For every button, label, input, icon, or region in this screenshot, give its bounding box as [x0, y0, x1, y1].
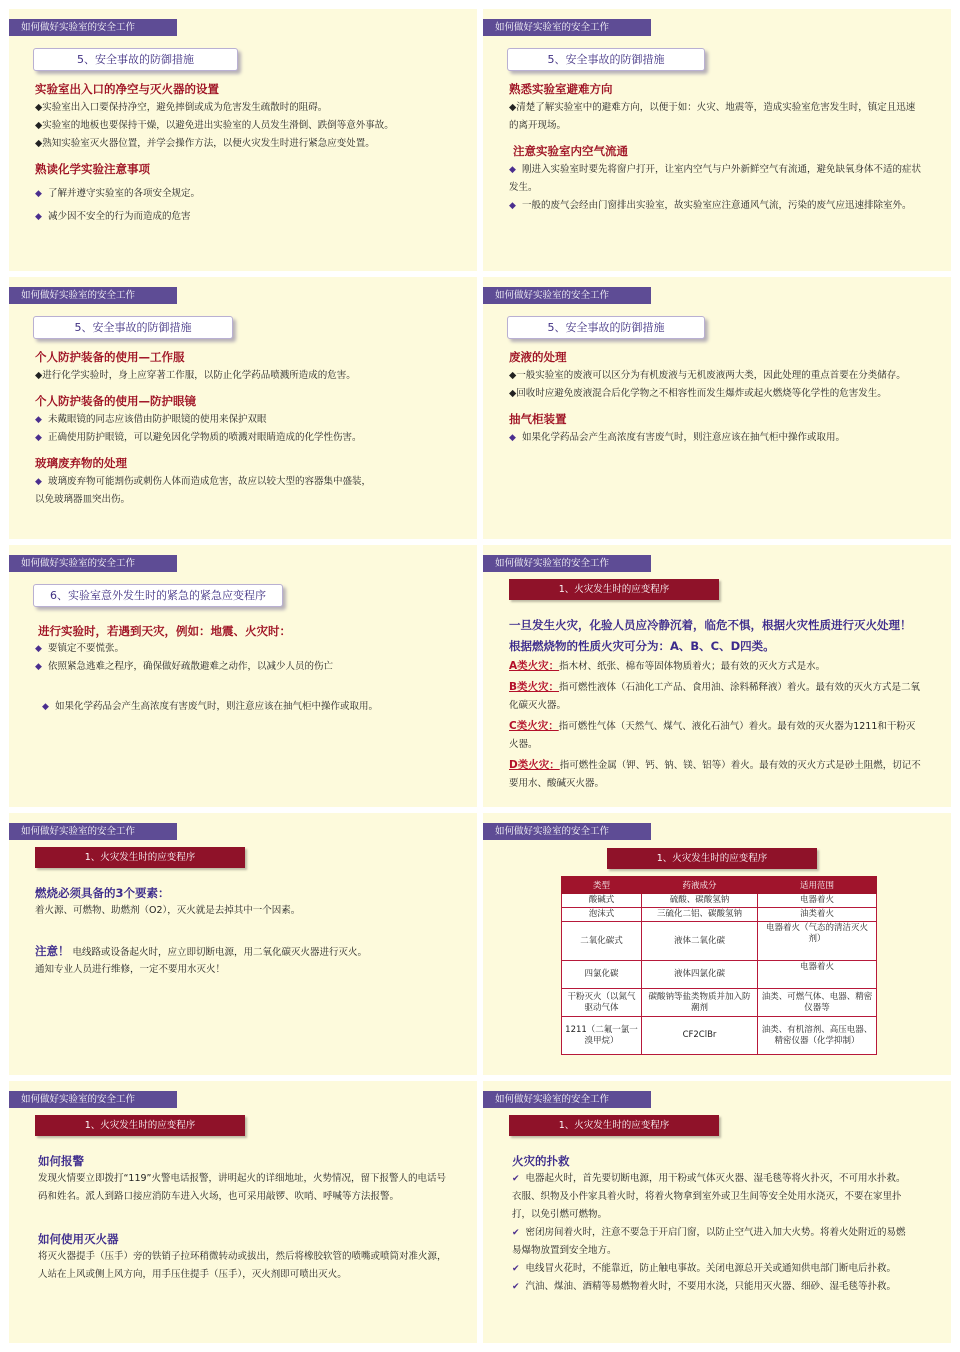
heading: 抽气柜装置: [509, 412, 567, 426]
slide-2: [483, 9, 951, 271]
bullet: ◆ 如果化学药品会产生高浓度有害废气时，则注意应该在抽气柜中操作或取用。: [42, 701, 378, 712]
slide-4: [483, 277, 951, 539]
check-icon: ✔: [512, 1174, 520, 1184]
section-title: 5、安全事故的防御措施: [33, 316, 233, 339]
heading: 注意实验室内空气流通: [513, 144, 628, 158]
section-bar: 1、火灾发生时的应变程序: [35, 1115, 245, 1136]
bullet: ◆熟知实验室灭火器位置，并学会操作方法，以便火灾发生时进行紧急应变处置。: [35, 138, 375, 149]
slide-header: 如何做好实验室的安全工作: [483, 823, 651, 840]
diamond-bullet-icon: ◆: [35, 477, 42, 487]
heading: 如何报警: [38, 1154, 84, 1168]
table-cell: 酸碱式: [562, 894, 642, 908]
slide-header: 如何做好实验室的安全工作: [483, 19, 651, 36]
bullet: ◆一般实验室的废液可以区分为有机废液与无机废液两大类，因此处理的重点首要在分类储存。: [509, 370, 906, 381]
table-cell: 1211（二氟一氯一溴甲烷）: [562, 1017, 642, 1055]
section-bar: 1、火灾发生时的应变程序: [509, 1115, 719, 1136]
table-cell: 油类着火: [758, 908, 877, 922]
diamond-bullet-icon: ◆: [35, 644, 42, 654]
slide-9: [9, 1081, 477, 1343]
table-cell: 四氯化碳: [562, 961, 642, 989]
table-cell: CF2ClBr: [642, 1017, 758, 1055]
fire-class-a: A类火灾：指木材、纸张、棉布等固体物质着火；最有效的灭火方式是水。: [509, 660, 826, 672]
table-cell: 油类、可燃气体、电器、精密仪器等: [758, 989, 877, 1017]
extinguisher-table: [561, 876, 877, 1055]
table-cell: 油类、有机溶剂、高压电器、精密仪器（化学抑制）: [758, 1017, 877, 1055]
table-cell: 泡沫式: [562, 908, 642, 922]
heading: 火灾的扑救: [512, 1154, 570, 1168]
table-cell: 液体二氧化碳: [642, 922, 758, 961]
slide-header: 如何做好实验室的安全工作: [483, 287, 651, 304]
table-header: 适用范围: [758, 877, 877, 894]
paragraph: 发现火情要立即拨打“119”火警电话报警，讲明起火的详细地址，火势情况，留下报警人的电话号码和姓名。派人到路口接应消防车进入火场，也可采用敲锣、吹哨、呼喊等方法报警。: [38, 1173, 446, 1202]
slide-header: 如何做好实验室的安全工作: [9, 823, 177, 840]
bullet: ◆实验室的地板也要保持干燥，以避免进出实验室的人员发生滑倒、跌倒等意外事故。: [35, 120, 394, 131]
table-row: [562, 1017, 877, 1055]
slide-1: [9, 9, 477, 271]
slide-3: [9, 277, 477, 539]
table-cell: 电器着火: [758, 894, 877, 908]
diamond-bullet-icon: ◆: [509, 165, 516, 175]
table-row: [562, 989, 877, 1017]
section-title: 5、安全事故的防御措施: [507, 316, 705, 339]
slide-header: 如何做好实验室的安全工作: [9, 555, 177, 572]
heading: 根据燃烧物的性质火灾可分为：A、B、C、D四类。: [509, 639, 775, 653]
heading: 如何使用灭火器: [38, 1232, 119, 1246]
slide-10: [483, 1081, 951, 1343]
check-icon: ✔: [512, 1228, 520, 1238]
bullet: ◆ 一般的废气会经由门窗排出实验室，故实验室应注意通风气流，污染的废气应迅速排除室外。: [509, 200, 912, 211]
bullet: ✔ 电线冒火花时，不能靠近，防止触电事故。关闭电源总开关或通知供电部门断电后扑救。: [512, 1263, 897, 1274]
table-row: [562, 908, 877, 922]
slide-8: [483, 813, 951, 1075]
heading: 实验室出入口的净空与灭火器的设置: [35, 82, 219, 96]
slide-header: 如何做好实验室的安全工作: [483, 555, 651, 572]
slide-header: 如何做好实验室的安全工作: [483, 1091, 651, 1108]
paragraph: 通知专业人员进行维修，一定不要用水灭火！: [35, 964, 226, 975]
bullet: ◆ 正确使用防护眼镜，可以避免因化学物质的喷溅对眼睛造成的化学性伤害。: [35, 432, 362, 443]
table-header: 药液成分: [642, 877, 758, 894]
section-bar: 1、火灾发生时的应变程序: [35, 847, 245, 868]
fire-class-b: B类火灾：指可燃性液体（石油化工产品、食用油、涂料稀释液）着火。最有效的灭火方式是二氧化碳灭火器。: [509, 681, 921, 711]
bullet: ◆ 依照紧急逃难之程序，确保做好疏散避难之动作，以减少人员的伤亡: [35, 661, 333, 672]
slide-5: [9, 545, 477, 807]
check-icon: ✔: [512, 1264, 520, 1274]
bullet: ✔ 电器起火时，首先要切断电源，用干粉或气体灭火器、湿毛毯等将火扑灭，不可用水扑救。衣服、织物及小件家具着火时，将着火物拿到室外或卫生间等安全处用水浇灭，不要在家里扑打，以免引燃可燃物。: [512, 1173, 906, 1220]
section-bar: 1、火灾发生时的应变程序: [509, 579, 719, 600]
fire-class-c: C类火灾：指可燃性气体（天然气、煤气、液化石油气）着火。最有效的灭火器为1211和干粉灭火器。: [509, 720, 916, 750]
heading: 熟读化学实验注意事项: [35, 162, 150, 176]
bullet: ◆ 减少因不安全的行为而造成的危害: [35, 211, 191, 222]
diamond-bullet-icon: ◆: [35, 662, 42, 672]
bullet: ◆ 刚进入实验室时要先将窗户打开，让室内空气与户外新鲜空气有流通，避免缺氧身体不适的症状发生。: [509, 164, 921, 193]
table-cell: 碳酸钠等盐类物质并加入防潮剂: [642, 989, 758, 1017]
diamond-bullet-icon: ◆: [509, 433, 516, 443]
table-cell: 硫酸、碳酸氢钠: [642, 894, 758, 908]
table-row: [562, 922, 877, 961]
diamond-bullet-icon: ◆: [35, 189, 42, 199]
bullet: ◆ 未戴眼镜的同志应该借由防护眼镜的使用来保护双眼: [35, 414, 267, 425]
paragraph: 着火源、可燃物、助燃剂（O2），灭火就是去掉其中一个因素。: [35, 905, 301, 916]
table-cell: 三硫化二铝、碳酸氢钠: [642, 908, 758, 922]
table-row: [562, 961, 877, 989]
table-header: 类型: [562, 877, 642, 894]
bullet: ✔ 密闭房间着火时，注意不要急于开启门窗，以防止空气进入加大火势。将着火处附近的易燃易爆物放置到安全地方。: [512, 1227, 906, 1256]
bullet: ◆ 要镇定不要慌张。: [35, 643, 124, 654]
check-icon: ✔: [512, 1282, 520, 1292]
heading: 个人防护装备的使用—防护眼镜: [35, 394, 196, 408]
section-title: 5、安全事故的防御措施: [507, 48, 705, 71]
heading: 熟悉实验室避难方向: [509, 82, 613, 96]
bullet: ◆ 如果化学药品会产生高浓度有害废气时，则注意应该在抽气柜中操作或取用。: [509, 432, 845, 443]
heading: 玻璃废弃物的处理: [35, 456, 127, 470]
table-row: [562, 894, 877, 908]
table-cell: 二氧化碳式: [562, 922, 642, 961]
slide-6: [483, 545, 951, 807]
fire-class-d: D类火灾：指可燃性金属（钾、钙、钠、镁、铝等）着火。最有效的灭火方式是砂土阻燃，切记不要用水、酸碱灭火器。: [509, 759, 921, 789]
slide-header: 如何做好实验室的安全工作: [9, 1091, 177, 1108]
heading: 燃烧必须具备的3个要素：: [35, 886, 170, 900]
table-cell: 液体四氯化碳: [642, 961, 758, 989]
table-cell: 电器着火（气态的清洁灭火剂）: [758, 922, 877, 961]
heading: 废液的处理: [509, 350, 567, 364]
diamond-bullet-icon: ◆: [35, 433, 42, 443]
paragraph: 注意！ 电线路或设备起火时，应立即切断电源，用二氧化碳灭火器进行灭火。: [35, 944, 368, 958]
section-bar: 1、火灾发生时的应变程序: [607, 848, 817, 869]
table-cell: 干粉灭火（以氮气驱动气体: [562, 989, 642, 1017]
diamond-bullet-icon: ◆: [509, 201, 516, 211]
bullet: ◆ 玻璃废弃物可能割伤或刺伤人体而造成危害，故应以较大型的容器集中盛装，以免玻璃器皿突出伤。: [35, 476, 371, 505]
heading: 进行实验时，若遇到天灾，例如：地震、火灾时：: [38, 624, 291, 638]
heading: 一旦发生火灾，化验人员应冷静沉着，临危不惧，根据火灾性质进行灭火处理！: [509, 618, 912, 632]
diamond-bullet-icon: ◆: [35, 415, 42, 425]
paragraph: 将灭火器提手（压手）旁的铁销子拉环稍微转动或拔出，然后将橡胶软管的喷嘴或喷筒对准火源，人站在上风或侧上风方向，用手压住提手（压手），灭火剂即可喷出灭火。: [38, 1251, 447, 1280]
bullet: ◆回收时应避免废液混合后化学物之不相容性而发生爆炸或起火燃烧等化学性的危害发生。: [509, 388, 887, 399]
bullet: ✔ 汽油、煤油、酒精等易燃物着火时，不要用水浇，只能用灭火器、细砂、湿毛毯等扑救。: [512, 1281, 897, 1292]
bullet: ◆进行化学实验时，身上应穿著工作服，以防止化学药品喷溅所造成的危害。: [35, 370, 356, 381]
bullet: ◆实验室出入口要保持净空，避免摔倒或成为危害发生疏散时的阻碍。: [35, 102, 328, 113]
diamond-bullet-icon: ◆: [35, 212, 42, 222]
diamond-bullet-icon: ◆: [42, 702, 49, 712]
bullet: ◆清楚了解实验室中的避难方向，以便于如：火灾、地震等，造成实验室危害发生时，镇定且迅速的离开现场。: [509, 102, 916, 131]
table-cell: 电器着火: [758, 961, 877, 989]
bullet: ◆ 了解并遵守实验室的各项安全规定。: [35, 188, 200, 199]
section-title: 6、实验室意外发生时的紧急的紧急应变程序: [33, 584, 283, 607]
slide-header: 如何做好实验室的安全工作: [9, 19, 177, 36]
slide-header: 如何做好实验室的安全工作: [9, 287, 177, 304]
section-title: 5、安全事故的防御措施: [33, 48, 238, 71]
heading: 个人防护装备的使用—工作服: [35, 350, 185, 364]
slide-7: [9, 813, 477, 1075]
